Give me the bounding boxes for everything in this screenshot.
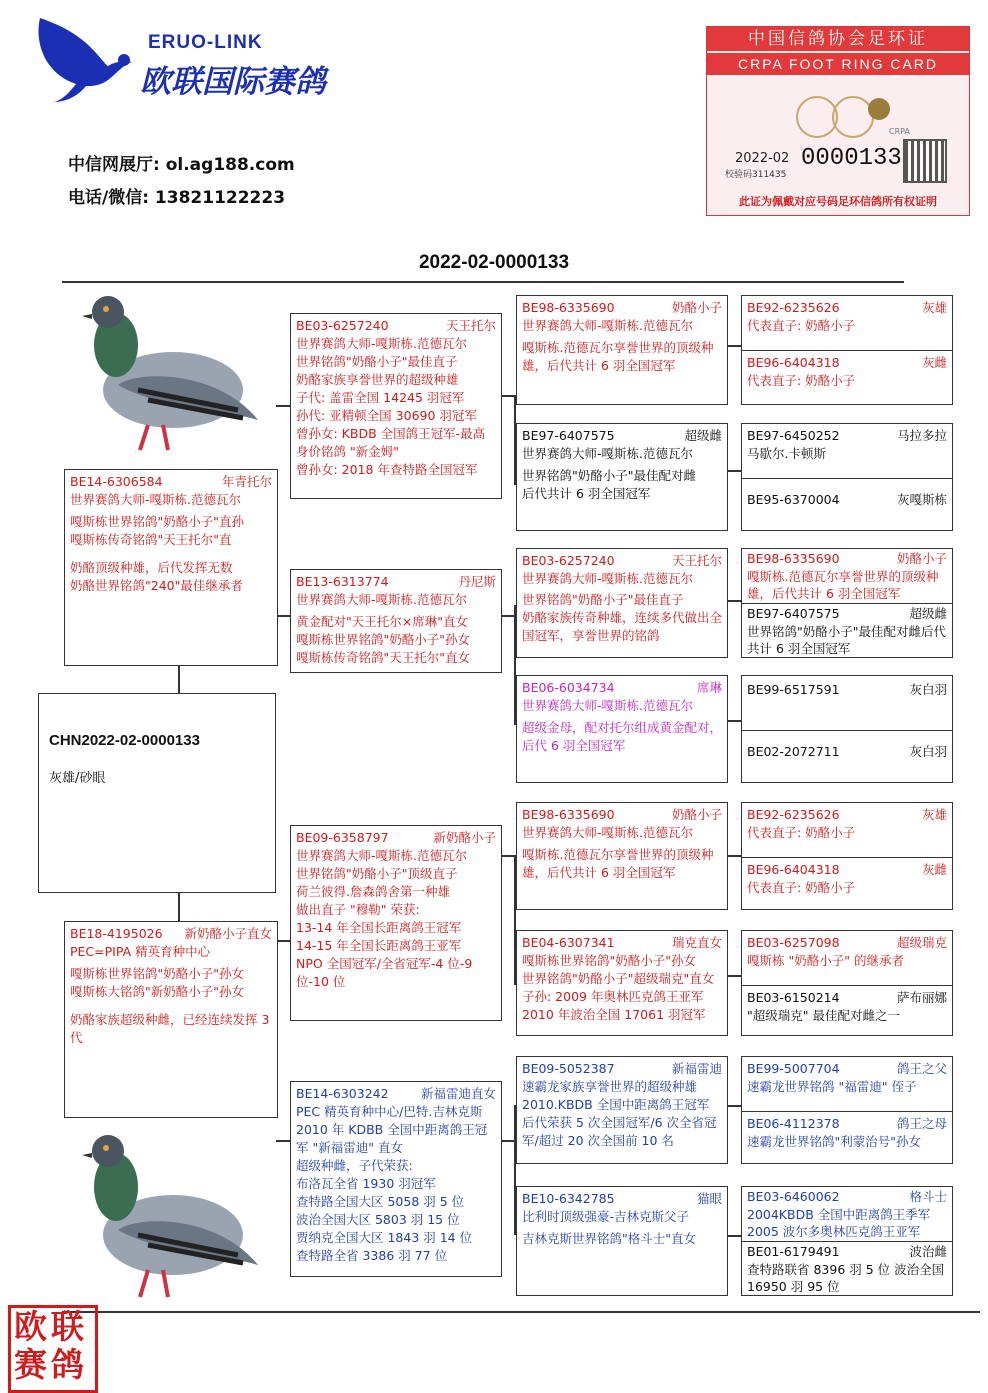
- ring-card: [706, 26, 970, 216]
- seal-text: 欧联赛鸽: [14, 1307, 88, 1384]
- sds-line: 奶酪家族传奇种雄，连续多代做出全国冠军，享誉世界的铭鸽: [522, 610, 723, 643]
- sire-line: 嘎斯栋传奇铭鸽"天王托尔"直: [70, 532, 232, 547]
- dd-card: [290, 1081, 502, 1277]
- ddss-text: 速霸龙世界铭鸽 "福雷迪" 侄子: [747, 1079, 917, 1094]
- subject-desc: 灰雄/砂眼: [49, 771, 106, 786]
- subject-card: [38, 693, 276, 893]
- dsds-name: 超级瑞克: [896, 935, 947, 950]
- ssds-name: 马拉多拉: [896, 428, 947, 443]
- ss-id: BE03-6257240: [296, 318, 389, 333]
- ssd-line: 后代共计 6 羽全国冠军: [522, 486, 651, 501]
- ds-line: 13-14 年全国长距离鸽王冠军: [296, 920, 462, 935]
- dd-line: PEC 精英育种中心/巴特.吉林克斯: [296, 1104, 483, 1119]
- pigeon-image-top: [78, 290, 268, 460]
- ssdd-name: 灰嘎斯栋: [896, 492, 947, 507]
- sssd-name: 灰雌: [921, 355, 947, 370]
- dsd-line: 子孙: 2009 年奥林匹克鸽王亚军: [522, 989, 704, 1004]
- sds-name: 天王托尔: [671, 553, 722, 568]
- dam-line: 嘎斯栋世界铭鸽"奶酪小子"孙女: [70, 966, 244, 981]
- ssds-id: BE97-6450252: [747, 428, 840, 443]
- ddss-id: BE99-5007704: [747, 1061, 840, 1076]
- dds-card: [516, 1056, 728, 1164]
- sdsd-name: 超级雌: [909, 606, 947, 621]
- dsd-line: 嘎斯栋世界铭鸽"奶酪小子"孙女: [522, 953, 696, 968]
- sire-line: 嘎斯栋世界铭鸽"奶酪小子"直孙: [70, 514, 244, 529]
- dssd-id: BE96-6404318: [747, 862, 840, 877]
- sds-card: [516, 548, 728, 658]
- sire-id: BE14-6306584: [70, 474, 163, 489]
- dam-line: 嘎斯栋大铭鸽"新奶酪小子"孙女: [70, 984, 244, 999]
- dsd-name: 瑞克直女: [671, 935, 722, 950]
- ds-line: 做出直子 "穆勒" 荣获:: [296, 902, 420, 917]
- ss-line: 子代: 盖雷全国 14245 羽冠军: [296, 390, 465, 405]
- ddds-id: BE03-6460062: [747, 1189, 840, 1204]
- sd-line: 世界赛鸽大师-嘎斯栋.范德瓦尔: [296, 592, 467, 607]
- ddds-name: 格斗士: [909, 1189, 947, 1204]
- sss-line: 世界赛鸽大师-嘎斯栋.范德瓦尔: [522, 318, 693, 333]
- dsd-card: [516, 930, 728, 1036]
- sddd-id: BE02-2072711: [747, 744, 840, 759]
- sire-line: 世界赛鸽大师-嘎斯栋.范德瓦尔: [70, 492, 241, 507]
- dss-name: 奶酪小子: [671, 807, 722, 822]
- dsd-id: BE04-6307341: [522, 935, 615, 950]
- ddd-card: [516, 1186, 728, 1296]
- ssd-name: 超级雌: [684, 428, 722, 443]
- gen4-pair-8: [741, 1186, 953, 1296]
- subject-ring: CHN2022-02-0000133: [49, 732, 200, 749]
- bottom-divider: [62, 1311, 980, 1313]
- sdd-name: 席琳: [696, 680, 722, 695]
- dds-line: 后代荣获 5 次全国冠军/6 次全省冠军/超过 20 次全国前 10 名: [522, 1115, 717, 1148]
- ss-line: 曾孙女: 2018 年查特路全国冠军: [296, 462, 478, 477]
- ddd-line: 吉林克斯世界铭鸽"格斗士"直女: [522, 1231, 696, 1246]
- ds-line: 世界赛鸽大师-嘎斯栋.范德瓦尔: [296, 848, 467, 863]
- sdsd-text: 世界铭鸽"奶酪小子"最佳配对雌后代共计 6 羽全国冠军: [747, 624, 946, 656]
- ssd-line: 世界赛鸽大师-嘎斯栋.范德瓦尔: [522, 446, 693, 461]
- dssd-name: 灰雌: [921, 862, 947, 877]
- contact-phone: 电话/微信: 13821122223: [68, 188, 286, 208]
- sdds-id: BE99-6517591: [747, 682, 840, 697]
- page-title: 2022-02-0000133: [418, 252, 570, 273]
- dsss-name: 灰雄: [921, 807, 947, 822]
- ss-card: [290, 313, 502, 499]
- sdd-line: 世界赛鸽大师-嘎斯栋.范德瓦尔: [522, 698, 693, 713]
- ds-line: NPO 全国冠军/全省冠军-4 位-9 位-10 位: [296, 956, 473, 989]
- ring-card-number: 0000133: [801, 145, 902, 172]
- dd-line: 波治全国大区 5803 羽 15 位: [296, 1212, 460, 1227]
- dss-id: BE98-6335690: [522, 807, 615, 822]
- dsdd-name: 萨布丽娜: [896, 990, 947, 1005]
- sire-card: [64, 469, 278, 666]
- dsds-id: BE03-6257098: [747, 935, 840, 950]
- dds-line: 2010.KBDB 全国中距离鸽王冠军: [522, 1097, 710, 1112]
- ssdd-id: BE95-6370004: [747, 492, 840, 507]
- ring-card-title-en: CRPA FOOT RING CARD: [707, 53, 969, 75]
- gen4-pair-6: [741, 930, 953, 1036]
- ddsd-text: 速霸龙世界铭鸽"利蒙治号"孙女: [747, 1134, 921, 1149]
- contact-site: 中信网展厅: ol.ag188.com: [68, 155, 295, 175]
- dd-line: 布洛瓦全省 1930 羽冠军: [296, 1176, 436, 1191]
- ds-name: 新奶酪小子: [433, 830, 496, 845]
- sd-card: [290, 569, 502, 673]
- ddss-name: 鸽王之父: [896, 1061, 947, 1076]
- ring-card-check: 校验码311435: [725, 170, 787, 180]
- sss-id: BE98-6335690: [522, 300, 615, 315]
- ddd-name: 猫眼: [696, 1191, 722, 1206]
- gen4-pair-5: [741, 802, 953, 910]
- ds-card: [290, 825, 502, 1021]
- qr-code-icon: [903, 139, 947, 183]
- sd-line: 嘎斯栋世界铭鸽"奶酪小子"孙女: [296, 632, 470, 647]
- dssd-text: 代表直子: 奶酪小子: [747, 880, 856, 895]
- ssss-id: BE92-6235626: [747, 300, 840, 315]
- dds-id: BE09-5052387: [522, 1061, 615, 1076]
- ss-line: 世界赛鸽大师-嘎斯栋.范德瓦尔: [296, 336, 467, 351]
- ddd-line: 比利时顶级强豪-吉林克斯父子: [522, 1209, 690, 1224]
- ssd-id: BE97-6407575: [522, 428, 615, 443]
- dam-card: [64, 921, 278, 1118]
- ddsd-id: BE06-4112378: [747, 1116, 840, 1131]
- sdd-line: 超级金母，配对托尔组成黄金配对，后代 6 羽全国冠军: [522, 720, 723, 753]
- ssds-text: 马歇尔.卡顿斯: [747, 446, 826, 461]
- ds-line: 世界铭鸽"奶酪小子"顶级直子: [296, 866, 458, 881]
- gen4-pair-1: [741, 295, 953, 405]
- ss-line: 世界铭鸽"奶酪小子"最佳直子: [296, 354, 458, 369]
- dd-name: 新福雷迪直女: [420, 1086, 496, 1101]
- dd-line: 查特路全国大区 5058 羽 5 位: [296, 1194, 465, 1209]
- gen4-pair-2: [741, 423, 953, 531]
- dsd-line: 世界铭鸽"奶酪小子"超级瑞克"直女: [522, 971, 715, 986]
- sdsd-id: BE97-6407575: [747, 606, 840, 621]
- dss-line: 嘎斯栋.范德瓦尔享誉世界的顶级种雄，后代共计 6 羽全国冠军: [522, 847, 714, 880]
- sds-line: 世界赛鸽大师-嘎斯栋.范德瓦尔: [522, 571, 693, 586]
- sd-line: 嘎斯栋传奇铭鸽"天王托尔"直女: [296, 650, 470, 665]
- sss-name: 奶酪小子: [671, 300, 722, 315]
- red-seal-stamp: [8, 1305, 98, 1393]
- sdss-name: 奶酪小子: [896, 551, 947, 566]
- ss-name: 天王托尔: [445, 318, 496, 333]
- ds-line: 荷兰彼得.詹森鸽舍第一种雄: [296, 884, 450, 899]
- logo: [28, 14, 408, 109]
- dddd-name: 波治雌: [909, 1244, 947, 1259]
- gen4-pair-7: [741, 1056, 953, 1164]
- sds-line: 世界铭鸽"奶酪小子"最佳直子: [522, 592, 684, 607]
- bird-logo-icon: [28, 14, 148, 104]
- ds-line: 14-15 年全国长距离鸽王亚军: [296, 938, 462, 953]
- sdds-name: 灰白羽: [909, 682, 947, 697]
- dam-line: PEC=PIPA 精英育种中心: [70, 944, 211, 959]
- ssss-text: 代表直子: 奶酪小子: [747, 318, 856, 333]
- sssd-text: 代表直子: 奶酪小子: [747, 373, 856, 388]
- top-divider: [62, 281, 904, 283]
- dsss-text: 代表直子: 奶酪小子: [747, 825, 856, 840]
- gen4-pair-4: [741, 675, 953, 783]
- pigeon-image-bottom: [78, 1125, 268, 1305]
- ss-line: 孙代: 亚精顿全国 30690 羽冠军: [296, 408, 477, 423]
- dsdd-text: "超级瑞克" 最佳配对雌之一: [747, 1008, 900, 1023]
- sd-name: 丹尼斯: [458, 574, 496, 589]
- sire-line: 奶酪世界铭鸽"240"最佳继承者: [70, 578, 243, 593]
- dddd-text: 查特路联省 8396 羽 5 位 波治全国 16950 羽 95 位: [747, 1262, 945, 1294]
- sssd-id: BE96-6404318: [747, 355, 840, 370]
- sdss-text: 嘎斯栋.范德瓦尔享誉世界的顶级种雄，后代共计 6 羽全国冠军: [747, 569, 939, 601]
- ssss-name: 灰雄: [921, 300, 947, 315]
- dsdd-id: BE03-6150214: [747, 990, 840, 1005]
- dss-line: 世界赛鸽大师-嘎斯栋.范德瓦尔: [522, 825, 693, 840]
- ddsd-name: 鸽王之母: [896, 1116, 947, 1131]
- logo-cn: 欧联国际赛鸽: [140, 64, 326, 100]
- ring-card-emblem: [795, 87, 891, 145]
- dds-name: 新福雷迪: [671, 1061, 722, 1076]
- sss-card: [516, 295, 728, 405]
- sire-line: 奶酪顶级种雄，后代发挥无数: [70, 560, 233, 575]
- dd-line: 查特路全省 3386 羽 77 位: [296, 1248, 448, 1263]
- sire-name: 年青托尔: [221, 474, 272, 489]
- ring-card-org: CRPA: [889, 127, 910, 136]
- sddd-name: 灰白羽: [909, 744, 947, 759]
- sdd-card: [516, 675, 728, 783]
- dsds-text: 嘎斯栋 "奶酪小子" 的继承者: [747, 953, 904, 968]
- ddd-id: BE10-6342785: [522, 1191, 615, 1206]
- dddd-id: BE01-6179491: [747, 1244, 840, 1259]
- sd-line: 黄金配对"天王托尔×席琳"直女: [296, 614, 468, 629]
- ss-line: 曾孙女: KBDB 全国鸽王冠军-最高身价铭鸽 "新金姆": [296, 426, 486, 459]
- ss-line: 奶酪家族享誉世界的超级种雄: [296, 372, 459, 387]
- dsd-line: 2010 年波治全国 17061 羽冠军: [522, 1007, 706, 1022]
- dds-line: 速霸龙家族享誉世界的超级种雄: [522, 1079, 698, 1094]
- dd-id: BE14-6303242: [296, 1086, 389, 1101]
- sss-line: 嘎斯栋.范德瓦尔享誉世界的顶级种雄，后代共计 6 羽全国冠军: [522, 340, 714, 373]
- dd-line: 超级种雌，子代荣获:: [296, 1158, 413, 1173]
- sdd-id: BE06-6034734: [522, 680, 615, 695]
- sds-id: BE03-6257240: [522, 553, 615, 568]
- dam-name: 新奶酪小子直女: [184, 926, 272, 941]
- ssd-line: 世界铭鸽"奶酪小子"最佳配对雌: [522, 468, 696, 483]
- dsss-id: BE92-6235626: [747, 807, 840, 822]
- dd-line: 贾纳克全国大区 1843 羽 14 位: [296, 1230, 473, 1245]
- gen4-pair-3: [741, 548, 953, 658]
- dd-line: 2010 年 KDBB 全国中距离鸽王冠军 "新福雷迪" 直女: [296, 1122, 488, 1155]
- ring-card-title: 中国信鸽协会足环证: [707, 27, 969, 51]
- ds-id: BE09-6358797: [296, 830, 389, 845]
- sdss-id: BE98-6335690: [747, 551, 840, 566]
- ring-card-footer: 此证为佩戴对应号码足环信鸽所有权证明: [739, 195, 937, 208]
- ssd-card: [516, 423, 728, 531]
- dss-card: [516, 802, 728, 910]
- ring-card-prefix: 2022-02: [735, 151, 790, 166]
- dam-line: 奶酪家族超级种雌，已经连续发挥 3 代: [70, 1012, 270, 1045]
- sd-id: BE13-6313774: [296, 574, 389, 589]
- dam-id: BE18-4195026: [70, 926, 163, 941]
- logo-en: ERUO-LINK: [148, 32, 263, 53]
- ddds-text: 2004KBDB 全国中距离鸽王季军 2005 波尔多奥林匹克鸽王亚军: [747, 1207, 931, 1239]
